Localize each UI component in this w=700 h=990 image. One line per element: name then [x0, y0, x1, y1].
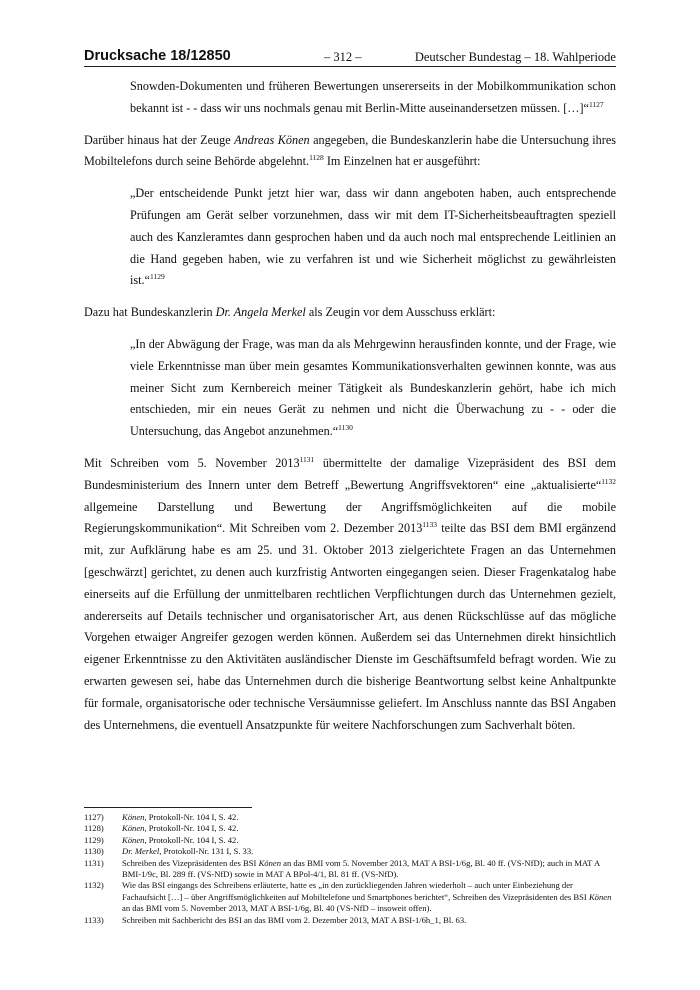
paragraph-bsi-letter: Mit Schreiben vom 5. November $2013^{1131}$ übermittelte der damalige Vizepräsident des BSI dem Bundesministerium des Innern unter dem Betreff „Bewertung Angriffsvektoren“ eine „aktualisierte“$^{1132}$ allgemeine Darstellung und Bewertung der Angriffsmöglichkeiten auf die mobile Regierungskommunikation“. Mit Schreiben vom 2. Dezember $2013^{1133}$ teilte das BSI dem BMI ergänzend mit, zur Aufklärung habe es am 25. und 31. Oktober 2013 zielgerichtete Fragen an das Unternehmen [geschwärzt] gerichtet, zu denen auch kurzfristig Antworten eingegangen seien. Dieser Fragenkatalog habe einerseits auf die Erfüllung der unmittelbaren rechtlichen Verpflichtungen durch das Unternehmen gezielt, andererseits auf Details technischer und organisatorischer Art, aus denen Rückschlüsse auf das mögliche Vorgehen etwaiger Angreifer gezogen werden können. Außerdem sei das Unternehmen direkt hinsichtlich eigener Erkenntnisse zu den Aktivitäten ausländischer Dienste im Geschäftsumfeld befragt worden. Wie zu erwarten gewesen sei, habe das Unternehmen durch die bisherige Beantwortung selbst keine Anhaltpunkte für formale, organisatorische oder technische Versäumnisse geliefert. Im Anschluss nannte das BSI Angaben des Unternehmens, die eventuell Ansatzpunkte für weitere Nachforschungen zum Sachverhalt böten.	[84, 454, 617, 732]
witness-name: Dr. Angela Merkel	[215, 305, 306, 320]
quote-1127: Snowden-Dokumenten und früheren Bewertungen unsererseits in der Mobilkommunikation schon bekannt ist - - dass wir uns nochmals genau mit Berlin-Mitte auseinandersetzen müssen. […]“$^{1127}$	[130, 79, 616, 115]
footnote-ref-1133[interactable]: 1133	[422, 520, 438, 530]
footnote-1133: 1133) Schreiben mit Sachbericht des BSI an das BMI vom 2. Dezember 2013, MAT A BSI-1/6h_1, Bl. 63.	[84, 914, 467, 925]
footnote-1132: 1132) Wie das BSI eingangs des Schreibens erläuterte, hatte es „in den zurückliegenden Jahren wiederholt – auch unter Einbeziehung der Fachaufsicht […] – über Angriffsmöglichkeiten auf Mobiltelefone und Smartphones berichtet“, Schreiben des Vizepräsidenten des BSI Könen an das BMI vom 5. November 2013, MAT A BSI-1/6g, Bl. 40 (VS-NfD – insoweit offen).	[84, 880, 612, 914]
footnote-ref-1132[interactable]: 1132	[601, 476, 616, 486]
footnotes	[84, 812, 616, 926]
footnote-1130: 1130) Dr. Merkel, Protokoll-Nr. 131 I, S. 33.	[84, 846, 254, 857]
footnote-divider	[84, 807, 252, 808]
page-number: – 312 –	[324, 50, 362, 64]
main-text	[84, 76, 616, 746]
header-title: Deutscher Bundestag – 18. Wahlperiode	[414, 50, 616, 64]
footnote-1131: 1131) Schreiben des Vizepräsidenten des BSI Könen an das BMI vom 5. November 2013, MAT A BSI-1/6g, Bl. 40 ff. (VS-NfD); auch in MAT A BMI-1/9c, Bl. 289 ff. (VS-NfD) sowie in MAT A BPol-4/1, Bl. 81 ff. (VS-NfD).	[84, 857, 600, 880]
footnote-1129: 1129) Könen, Protokoll-Nr. 104 I, S. 42.	[84, 834, 239, 845]
footnote-ref-1130[interactable]: 1130	[338, 423, 353, 433]
drucksache-number: Drucksache 18/12850	[84, 48, 231, 64]
footnote-ref-1131[interactable]: 1131	[299, 454, 315, 464]
paragraph-merkel: Dazu hat Bundeskanzlerin Dr. Angela Merkel als Zeugin vor dem Ausschuss erklärt:	[84, 305, 496, 320]
quote-1129: „Der entscheidende Punkt jetzt hier war, dass wir dann angeboten haben, auch entsprechende Prüfungen am Gerät selber vorzunehmen, dass wir mit dem IT-Sicherheitsbeauftragten speziell auch des Kanzleramtes dann gesprochen haben und da auch noch mal entsprechende Leitlinien an die Hand gegeben haben, wie zu verfahren ist und wie Sicherheit möglichst zu gewährleisten ist.“$^{1129}$	[130, 186, 616, 288]
quote-1130: „In der Abwägung der Frage, was man da als Mehrgewinn herausfinden konnte, und der Frage, wie viele Erkenntnisse man über mein gesamtes Kommunikationsverhalten gewinnen konnte, was aus meiner Sicht zum Kernbereich meiner Tätigkeit als Bundeskanzlerin gehört, habe ich mich entschieden, mir ein neues Gerät zu nehmen und nicht die Überwachung zu - - oder die Untersuchung, das Angebot anzunehmen.“$^{1130}$	[130, 336, 616, 439]
footnote-1127: 1127) Könen, Protokoll-Nr. 104 I, S. 42.	[84, 812, 239, 822]
footnote-1128: 1128) Könen, Protokoll-Nr. 104 I, S. 42.	[84, 823, 239, 834]
footnote-ref-1129[interactable]: 1129	[149, 272, 165, 282]
witness-name: Andreas Könen	[234, 132, 310, 147]
paragraph-koenen: Darüber hinaus hat der Zeuge Andreas Könen angegeben, die Bundeskanzlerin habe die Untersuchung ihres Mobiltelefons durch seine Behörde abgelehnt.$^{1128}$ Im Einzelnen hat er ausgeführt:	[84, 132, 616, 169]
footnote-ref-1127[interactable]: 1127	[588, 99, 604, 109]
footnote-ref-1128[interactable]: 1128	[309, 153, 324, 163]
page-header	[84, 46, 616, 67]
